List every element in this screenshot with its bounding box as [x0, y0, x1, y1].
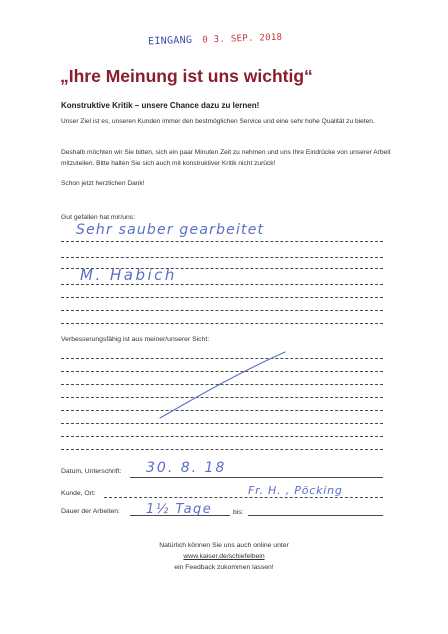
work-until-line — [248, 515, 383, 516]
stamp-label: EINGANG — [147, 34, 193, 48]
page-subtitle: Konstruktive Kritik – unsere Chance dazu zu lernen! — [61, 101, 260, 110]
good-answer-line-2[interactable]: M. Habich — [80, 266, 177, 284]
answer-line — [61, 358, 383, 359]
work-until-label: bis: — [233, 509, 244, 516]
date-signature-value[interactable]: 30. 8. 18 — [146, 460, 227, 476]
answer-line — [61, 297, 383, 298]
date-signature-label: Datum, Unterschrift: — [61, 468, 122, 475]
footer-line-3: ein Feedback zukommen lassen! — [174, 564, 274, 571]
client-location-line — [104, 497, 383, 498]
answer-line — [61, 397, 383, 398]
received-stamp — [148, 32, 283, 48]
intro-paragraph-3: Schon jetzt herzlichen Dank! — [61, 180, 145, 187]
page-title: „Ihre Meinung ist uns wichtig“ — [60, 66, 313, 86]
answer-line — [61, 449, 383, 450]
footer-line-2 — [0, 552, 448, 563]
answer-line — [61, 268, 383, 269]
answer-line — [61, 371, 383, 372]
intro-paragraph-2: Deshalb möchten wir Sie bitten, sich ein paar Minuten Zeit zu nehmen und uns Ihre Eindrücke von unserer Arbeit mitzuteilen. Bitte halten Sie sich auch mit konstruktiver Kritik nicht zurück! — [61, 149, 391, 167]
intro-paragraph-1: Unser Ziel ist es, unseren Kunden immer den bestmöglichen Service und eine sehr hohe Qualität zu bieten. — [61, 118, 375, 125]
work-duration-value[interactable]: 1½ Tage — [146, 502, 213, 517]
answer-line — [61, 423, 383, 424]
footer-line-1: Natürlich können Sie uns auch online unter — [159, 542, 289, 549]
footer-link[interactable]: www.kaiser.de/schiefelbein — [183, 553, 265, 560]
answer-line — [61, 284, 383, 285]
answer-line — [61, 436, 383, 437]
stamp-date: 0 3. SEP. 2018 — [202, 32, 283, 46]
answer-line — [61, 323, 383, 324]
work-duration-label: Dauer der Arbeiten: — [61, 508, 120, 515]
answer-line — [61, 384, 383, 385]
answer-line — [61, 257, 383, 258]
date-signature-line — [130, 477, 383, 478]
good-section-label: Gut gefallen hat mir/uns: — [61, 214, 136, 221]
answer-line — [61, 410, 383, 411]
client-location-label: Kunde, Ort: — [61, 490, 96, 497]
answer-line — [61, 310, 383, 311]
client-location-value[interactable]: Fr. H. , Pöcking — [248, 484, 343, 497]
answer-line — [61, 241, 383, 242]
improve-section-label: Verbesserungsfähig ist aus meiner/unserer Sicht: — [61, 336, 210, 343]
good-answer-line-1[interactable]: Sehr sauber gearbeitet — [76, 222, 265, 238]
